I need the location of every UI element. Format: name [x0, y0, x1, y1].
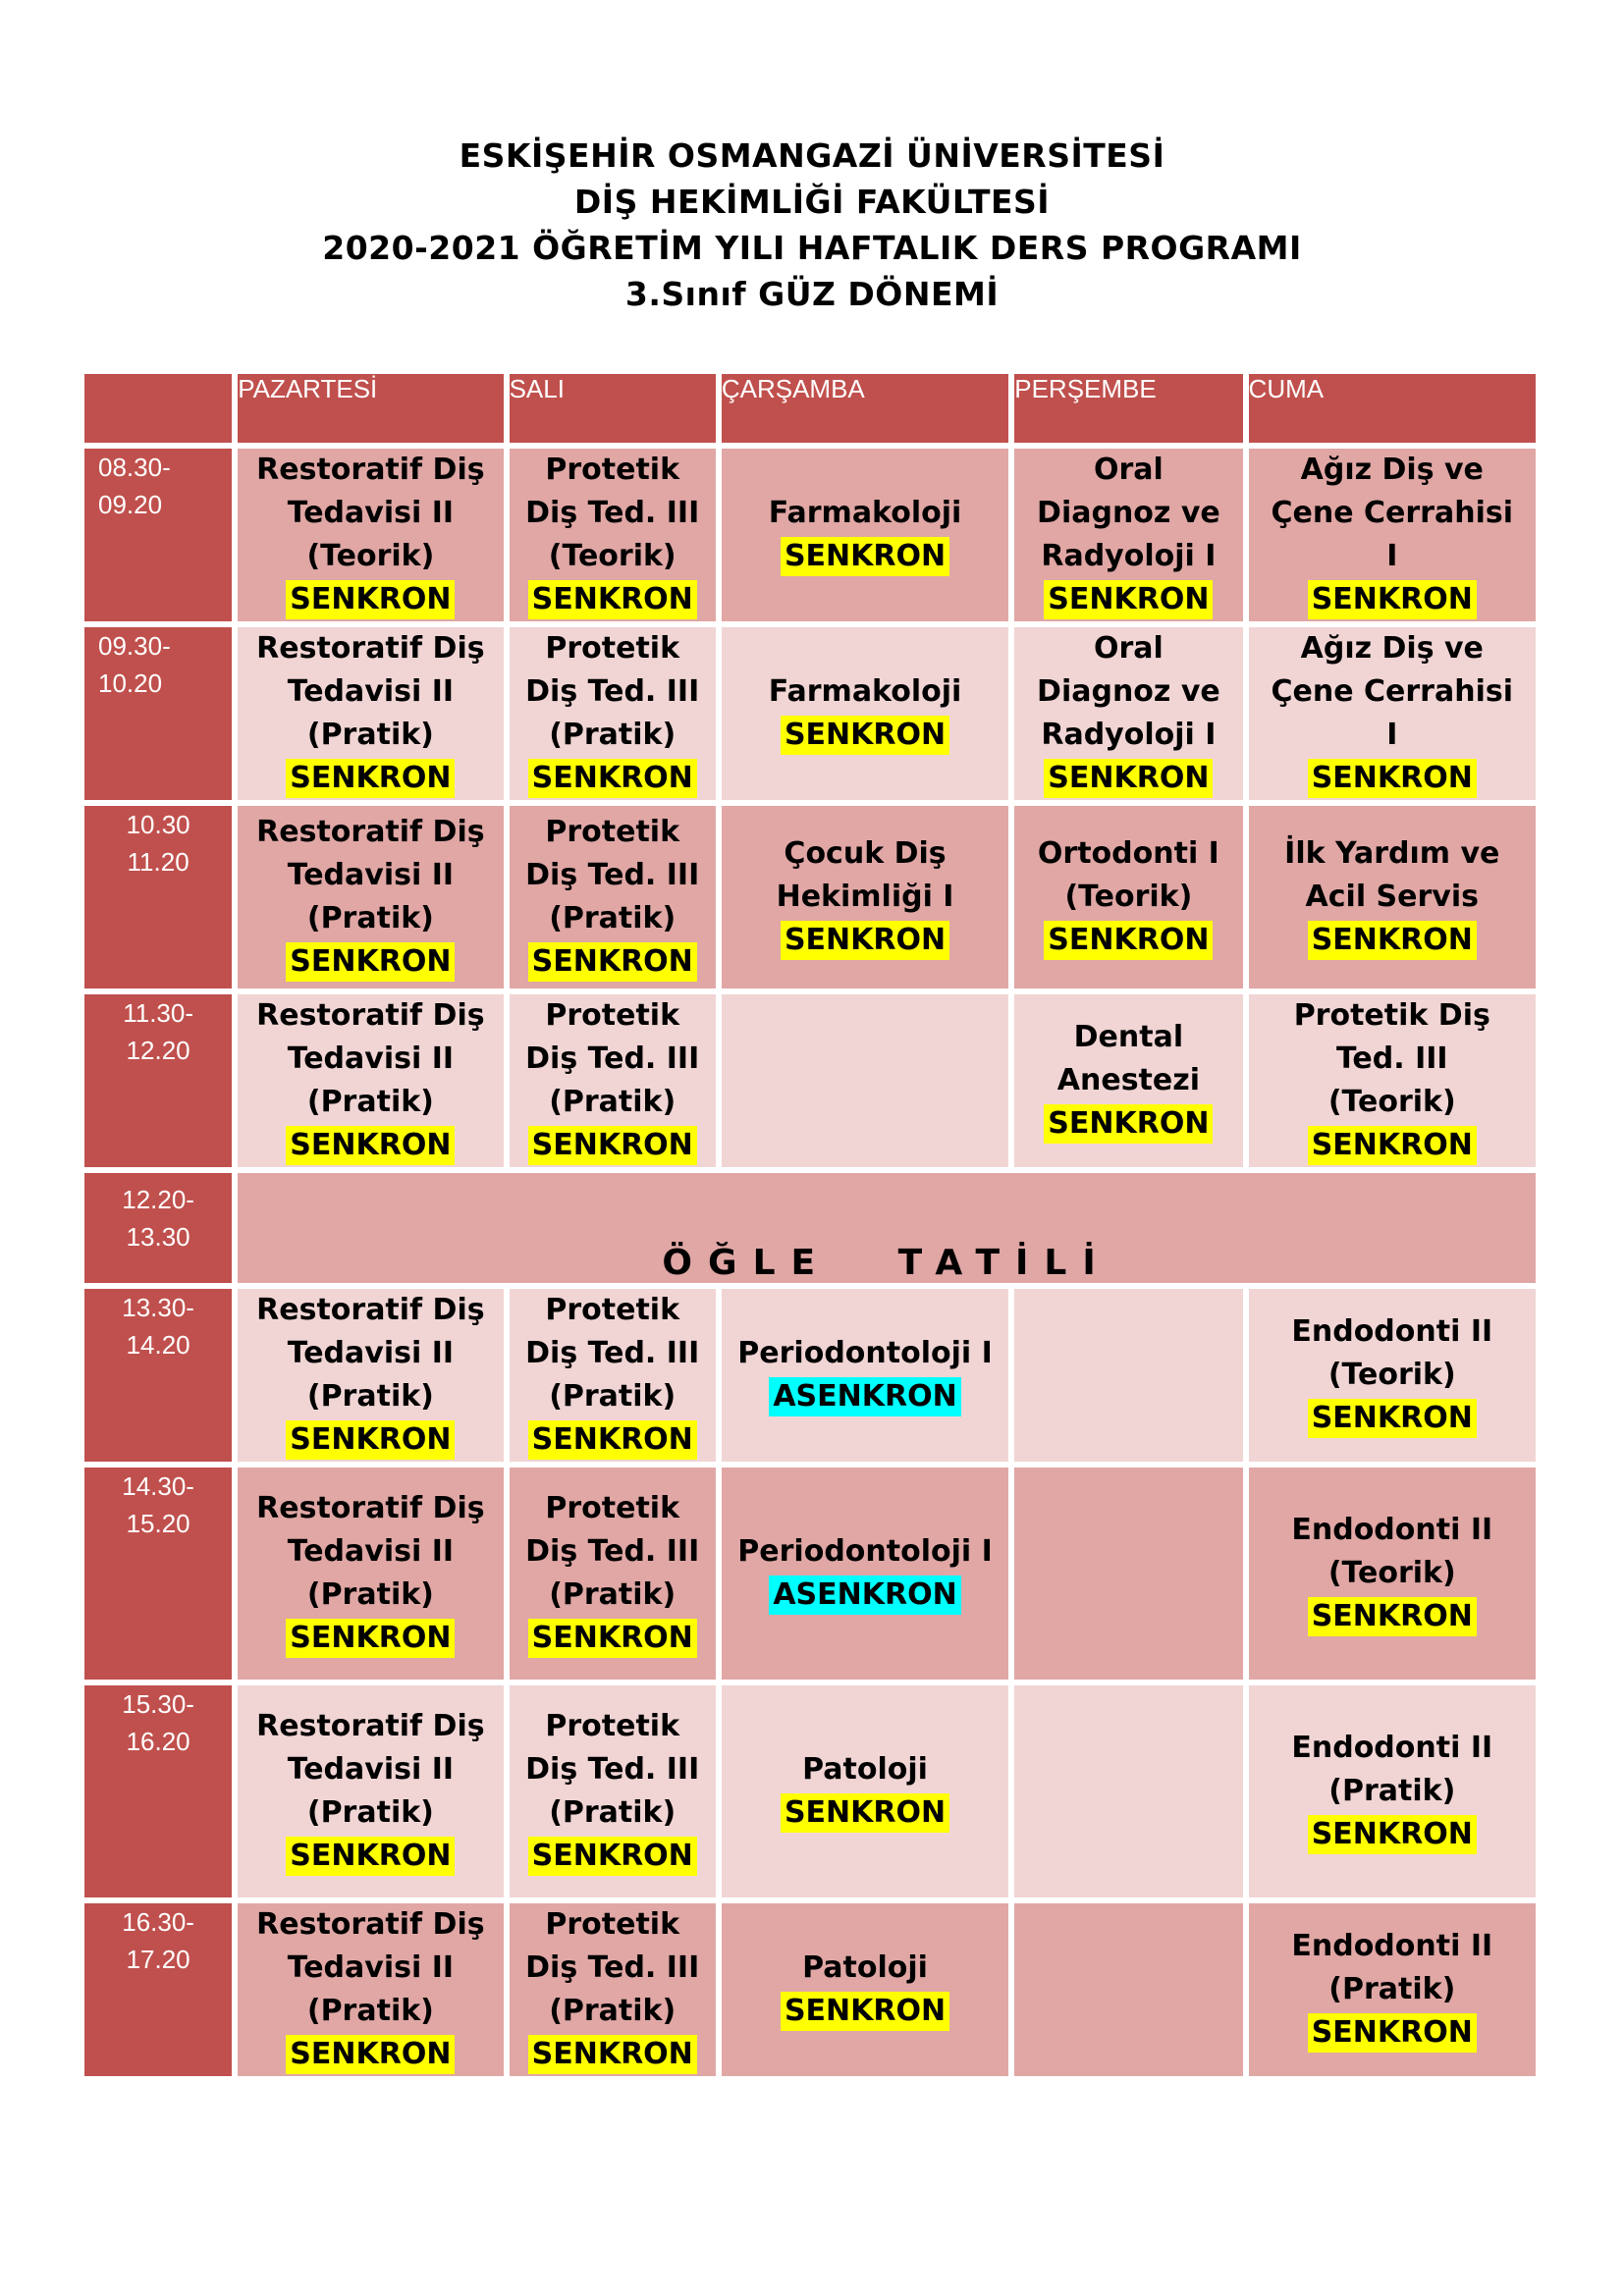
course-name: Farmakoloji: [768, 674, 962, 709]
course-name: Restoratif Diş Tedavisi II (Pratik): [256, 815, 485, 935]
sync-badge: SENKRON: [286, 2035, 455, 2074]
time-slot-label: 11.30- 12.20: [84, 994, 232, 1167]
course-cell-friday: [1249, 1289, 1536, 1462]
time-slot-row: [84, 1685, 1536, 1897]
course-cell-monday: [238, 627, 503, 800]
time-slot-row: [84, 449, 1536, 621]
sync-badge: SENKRON: [286, 1126, 455, 1165]
time-slot-label: 08.30- 09.20: [84, 449, 232, 621]
time-slot-label: 16.30- 17.20: [84, 1903, 232, 2076]
day-header-row: [84, 374, 1536, 443]
sync-badge: SENKRON: [1308, 1399, 1477, 1438]
sync-badge: SENKRON: [528, 1837, 697, 1876]
course-name: Restoratif Diş Tedavisi II (Pratik): [256, 1907, 485, 2028]
course-name: Endodonti II (Pratik): [1291, 1929, 1493, 2006]
sync-badge: SENKRON: [781, 537, 949, 576]
course-name: Restoratif Diş Tedavisi II (Pratik): [256, 1491, 485, 1612]
course-cell-friday: [1249, 1468, 1536, 1680]
course-cell-thursday: [1014, 1903, 1242, 2076]
day-header-thursday: PERŞEMBE: [1014, 374, 1242, 443]
sync-badge: SENKRON: [1308, 1815, 1477, 1854]
course-cell-thursday: [1014, 806, 1242, 988]
course-name: Patoloji: [802, 1950, 928, 1985]
lunch-time-label: 12.20- 13.30: [84, 1173, 232, 1283]
sync-badge: SENKRON: [286, 759, 455, 798]
sync-badge: SENKRON: [528, 1420, 697, 1460]
sync-badge: SENKRON: [528, 759, 697, 798]
course-name: Restoratif Diş Tedavisi II (Pratik): [256, 998, 485, 1119]
course-name: Dental Anestezi: [1056, 1020, 1200, 1097]
course-cell-tuesday: [510, 449, 716, 621]
course-cell-friday: [1249, 1685, 1536, 1897]
course-name: Protetik Diş Ted. III (Pratik): [525, 1907, 700, 2028]
time-slot-row: [84, 1903, 1536, 2076]
course-cell-monday: [238, 806, 503, 988]
day-header-monday: PAZARTESİ: [238, 374, 503, 443]
course-cell-wednesday: [722, 806, 1008, 988]
sync-badge: SENKRON: [1308, 1597, 1477, 1636]
sync-badge: SENKRON: [286, 1619, 455, 1658]
course-cell-monday: [238, 994, 503, 1167]
sync-badge: SENKRON: [1044, 1104, 1213, 1144]
sync-badge: SENKRON: [286, 1420, 455, 1460]
course-name: Oral Diagnoz ve Radyoloji I: [1037, 631, 1220, 752]
time-slot-label: 14.30- 15.20: [84, 1468, 232, 1680]
course-name: Restoratif Diş Tedavisi II (Pratik): [256, 1293, 485, 1414]
university-name: ESKİŞEHİR OSMANGAZİ ÜNİVERSİTESİ: [459, 136, 1165, 175]
course-cell-thursday: [1014, 1685, 1242, 1897]
course-cell-friday: [1249, 1903, 1536, 2076]
course-cell-wednesday: [722, 1903, 1008, 2076]
course-cell-wednesday: [722, 627, 1008, 800]
course-cell-wednesday: [722, 994, 1008, 1167]
course-name: Endodonti II (Pratik): [1291, 1731, 1493, 1808]
course-name: Patoloji: [802, 1752, 928, 1787]
course-cell-thursday: [1014, 449, 1242, 621]
course-cell-tuesday: [510, 1685, 716, 1897]
course-name: Ağız Diş ve Çene Cerrahisi I: [1271, 453, 1514, 573]
course-name: İlk Yardım ve Acil Servis: [1284, 836, 1500, 914]
program-title: 2020-2021 ÖĞRETİM YILI HAFTALIK DERS PROGRAMI: [322, 229, 1302, 267]
course-name: Ortodonti I (Teorik): [1037, 836, 1219, 914]
course-name: Protetik Diş Ted. III (Pratik): [525, 1491, 700, 1612]
time-slot-row: [84, 1289, 1536, 1462]
day-header-wednesday: ÇARŞAMBA: [722, 374, 1008, 443]
sync-badge: SENKRON: [1308, 1126, 1477, 1165]
time-slot-label: 13.30- 14.20: [84, 1289, 232, 1462]
course-cell-monday: [238, 449, 503, 621]
sync-badge: SENKRON: [528, 580, 697, 619]
course-name: Protetik Diş Ted. III (Pratik): [525, 815, 700, 935]
course-name: Restoratif Diş Tedavisi II (Teorik): [256, 453, 485, 573]
course-name: Periodontoloji I: [737, 1534, 993, 1569]
course-cell-wednesday: [722, 1289, 1008, 1462]
course-cell-thursday: [1014, 627, 1242, 800]
async-badge: ASENKRON: [769, 1377, 960, 1416]
sync-badge: SENKRON: [781, 1793, 949, 1833]
course-name: Restoratif Diş Tedavisi II (Pratik): [256, 1709, 485, 1830]
course-name: Protetik Diş Ted. III (Pratik): [525, 631, 700, 752]
course-cell-tuesday: [510, 1468, 716, 1680]
class-term: 3.Sınıf GÜZ DÖNEMİ: [624, 275, 1000, 313]
sync-badge: SENKRON: [781, 921, 949, 960]
sync-badge: SENKRON: [528, 1619, 697, 1658]
course-cell-tuesday: [510, 1289, 716, 1462]
day-header-tuesday: SALI: [510, 374, 716, 443]
course-name: Protetik Diş Ted. III (Teorik): [1293, 998, 1490, 1119]
course-cell-thursday: [1014, 1468, 1242, 1680]
lunch-break-label: ÖĞLE TATİLİ: [238, 1173, 1536, 1283]
course-name: Ağız Diş ve Çene Cerrahisi I: [1271, 631, 1514, 752]
time-slot-label: 09.30- 10.20: [84, 627, 232, 800]
course-name: Endodonti II (Teorik): [1291, 1314, 1493, 1392]
course-cell-monday: [238, 1685, 503, 1897]
course-cell-friday: [1249, 806, 1536, 988]
sync-badge: SENKRON: [1044, 759, 1213, 798]
course-name: Protetik Diş Ted. III (Pratik): [525, 1293, 700, 1414]
lunch-row: [84, 1173, 1536, 1283]
course-cell-wednesday: [722, 1685, 1008, 1897]
weekly-schedule-table: [79, 368, 1542, 2082]
course-cell-tuesday: [510, 994, 716, 1167]
sync-badge: SENKRON: [528, 2035, 697, 2074]
sync-badge: SENKRON: [781, 716, 949, 755]
faculty-name: DİŞ HEKİMLİĞİ FAKÜLTESİ: [573, 183, 1051, 221]
course-name: Restoratif Diş Tedavisi II (Pratik): [256, 631, 485, 752]
corner-cell: [84, 374, 232, 443]
course-name: Endodonti II (Teorik): [1291, 1513, 1493, 1590]
sync-badge: SENKRON: [528, 1126, 697, 1165]
time-slot-label: 15.30- 16.20: [84, 1685, 232, 1897]
time-slot-row: [84, 806, 1536, 988]
course-name: Protetik Diş Ted. III (Pratik): [525, 998, 700, 1119]
course-cell-thursday: [1014, 1289, 1242, 1462]
course-cell-friday: [1249, 449, 1536, 621]
course-cell-tuesday: [510, 627, 716, 800]
course-cell-wednesday: [722, 449, 1008, 621]
course-name: Oral Diagnoz ve Radyoloji I: [1037, 453, 1220, 573]
course-cell-monday: [238, 1903, 503, 2076]
time-slot-label: 10.30 11.20: [84, 806, 232, 988]
course-cell-friday: [1249, 994, 1536, 1167]
day-header-friday: CUMA: [1249, 374, 1536, 443]
course-cell-monday: [238, 1289, 503, 1462]
course-name: Protetik Diş Ted. III (Pratik): [525, 1709, 700, 1830]
sync-badge: SENKRON: [528, 942, 697, 982]
sync-badge: SENKRON: [1308, 2013, 1477, 2053]
sync-badge: SENKRON: [1308, 580, 1477, 619]
document-header: [0, 133, 1624, 317]
sync-badge: SENKRON: [1044, 921, 1213, 960]
time-slot-row: [84, 1468, 1536, 1680]
course-name: Periodontoloji I: [737, 1336, 993, 1370]
sync-badge: SENKRON: [1308, 759, 1477, 798]
course-cell-tuesday: [510, 806, 716, 988]
course-cell-thursday: [1014, 994, 1242, 1167]
course-cell-friday: [1249, 627, 1536, 800]
sync-badge: SENKRON: [1044, 580, 1213, 619]
sync-badge: SENKRON: [781, 1992, 949, 2031]
async-badge: ASENKRON: [769, 1575, 960, 1615]
time-slot-row: [84, 627, 1536, 800]
sync-badge: SENKRON: [1308, 921, 1477, 960]
time-slot-row: [84, 994, 1536, 1167]
course-cell-monday: [238, 1468, 503, 1680]
sync-badge: SENKRON: [286, 942, 455, 982]
course-name: Protetik Diş Ted. III (Teorik): [525, 453, 700, 573]
course-cell-wednesday: [722, 1468, 1008, 1680]
sync-badge: SENKRON: [286, 1837, 455, 1876]
course-name: Farmakoloji: [768, 496, 962, 530]
sync-badge: SENKRON: [286, 580, 455, 619]
course-cell-tuesday: [510, 1903, 716, 2076]
course-name: Çocuk Diş Hekimliği I: [776, 836, 954, 914]
